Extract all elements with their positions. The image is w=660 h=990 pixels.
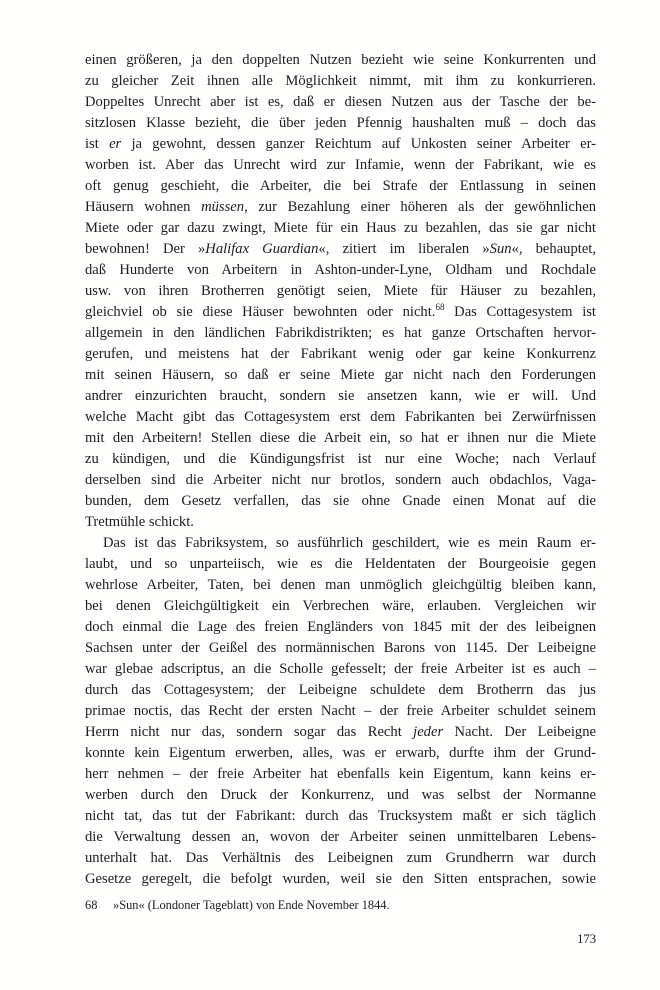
text-line: primae noctis, das Recht der ersten Nacht – der freie Arbeiter schuldet seinem: [85, 703, 596, 719]
text-line: unterhalt hat. Das Verhältnis des Leibeignen zum Grundherrn war durch: [85, 850, 596, 866]
text-line: gleichviel ob sie diese Häuser bewohnten oder nicht.$^{68}$ Das Cottagesystem ist: [85, 302, 596, 320]
text-line: war glebae adscriptus, an die Scholle gefesselt; der freie Arbeiter ist es auch –: [85, 661, 596, 677]
text-line: zu gleicher Zeit ihnen alle Möglichkeit nimmt, mit ihm zu konkurrieren.: [85, 73, 596, 89]
text-line: bunden, dem Gesetz verfallen, das sie ohne Gnade einen Monat auf die: [85, 493, 596, 509]
text-line: Häusern wohnen müssen, zur Bezahlung einer höheren als der gewöhnlichen: [85, 199, 596, 215]
text-line: konnte kein Eigentum erwerben, alles, was er erwarb, durfte ihm der Grund-: [85, 745, 596, 761]
body-text: [85, 50, 596, 890]
text-line: laubt, und so unparteiisch, wie es die Heldentaten der Bourgeoisie gegen: [85, 556, 596, 572]
text-line: usw. von ihren Brotherren genötigt seien, Miete für Häuser zu bezahlen,: [85, 283, 596, 299]
text-line: Das ist das Fabriksystem, so ausführlich geschildert, wie es mein Raum er-: [103, 535, 596, 551]
text-line: Doppeltes Unrecht aber ist es, daß er diesen Nutzen aus der Tasche der be-: [85, 94, 596, 110]
text-line: Tretmühle schickt.: [85, 514, 194, 530]
text-line: doch einmal die Lage des freien Engländers von 1845 mit der des leibeignen: [85, 619, 596, 635]
footnote-marker: 68: [85, 898, 98, 912]
text-line: bewohnen! Der »Halifax Guardian«, zitiert im liberalen »Sun«, behauptet,: [85, 241, 596, 257]
text-line: mit seinen Häusern, so daß er seine Miete gar nicht nach den Forderungen: [85, 367, 596, 383]
text-line: einen größeren, ja den doppelten Nutzen bezieht wie seine Konkurrenten und: [85, 52, 596, 68]
text-line: herr nehmen – der freie Arbeiter hat ebenfalls kein Eigentum, kann keins er-: [85, 766, 596, 782]
text-line: Miete oder gar dazu zwingt, Miete für ein Haus zu bezahlen, das sie gar nicht: [85, 220, 596, 236]
text-line: worben ist. Aber das Unrecht wird zur Infamie, wenn der Fabrikant, wie es: [85, 157, 596, 173]
text-line: die Verwaltung dessen an, wovon der Arbeiter seinen unmittelbaren Lebens-: [85, 829, 596, 845]
footnote-text: »Sun« (Londoner Tageblatt) von Ende November 1844.: [113, 898, 390, 912]
paragraph: [85, 533, 596, 890]
text-line: werben durch den Druck der Konkurrenz, und was selbst der Normanne: [85, 787, 596, 803]
text-line: oft genug geschieht, die Arbeiter, die bei Strafe der Entlassung in seinen: [85, 178, 596, 194]
text-line: andrer einzurichten braucht, sondern sie ansetzen kann, wie er will. Und: [85, 388, 596, 404]
text-line: allgemein in den ländlichen Fabrikdistrikten; es hat ganze Ortschaften hervor-: [85, 325, 596, 341]
text-line: bei denen Gleichgültigkeit ein Verbrechen wäre, erlauben. Vergleichen wir: [85, 598, 596, 614]
text-line: zu kündigen, und die Kündigungsfrist ist nur eine Woche; nach Verlauf: [85, 451, 596, 467]
text-line: wehrlose Arbeiter, Taten, bei denen man unmöglich gleichgültig bleiben kann,: [85, 577, 596, 593]
text-line: nicht tat, das tut der Fabrikant: durch das Trucksystem maßt er sich täglich: [85, 808, 596, 824]
text-line: derselben sind die Arbeiter nicht nur brotlos, sondern auch obdachlos, Vaga-: [85, 472, 596, 488]
text-line: Gesetze geregelt, die befolgt wurden, weil sie den Sitten entsprachen, sowie: [85, 871, 596, 887]
text-line: mit den Arbeitern! Stellen diese die Arbeit ein, so hat er ihnen nur die Miete: [85, 430, 596, 446]
text-line: welche Macht gibt das Cottagesystem erst dem Fabrikanten bei Zerwürfnissen: [85, 409, 596, 425]
text-line: sitzlosen Klasse bezieht, die über jeden Pfennig haushalten muß – doch das: [85, 115, 596, 131]
text-line: Sachsen unter der Geißel des normännischen Barons von 1145. Der Leibeigne: [85, 640, 596, 656]
text-line: gerufen, und meistens hat der Fabrikant wenig oder gar keine Konkurrenz: [85, 346, 596, 362]
text-line: daß Hunderte von Arbeitern in Ashton-under-Lyne, Oldham und Rochdale: [85, 262, 596, 278]
text-line: durch das Cottagesystem; der Leibeigne schuldete dem Brotherrn das jus: [85, 682, 596, 698]
page-number: 173: [577, 932, 596, 946]
text-line: ist er ja gewohnt, dessen ganzer Reichtum auf Unkosten seiner Arbeiter er-: [85, 136, 596, 152]
text-line: Herrn nicht nur das, sondern sogar das Recht jeder Nacht. Der Leibeigne: [85, 724, 597, 740]
paragraph: [85, 50, 596, 533]
footnote: [85, 897, 596, 913]
